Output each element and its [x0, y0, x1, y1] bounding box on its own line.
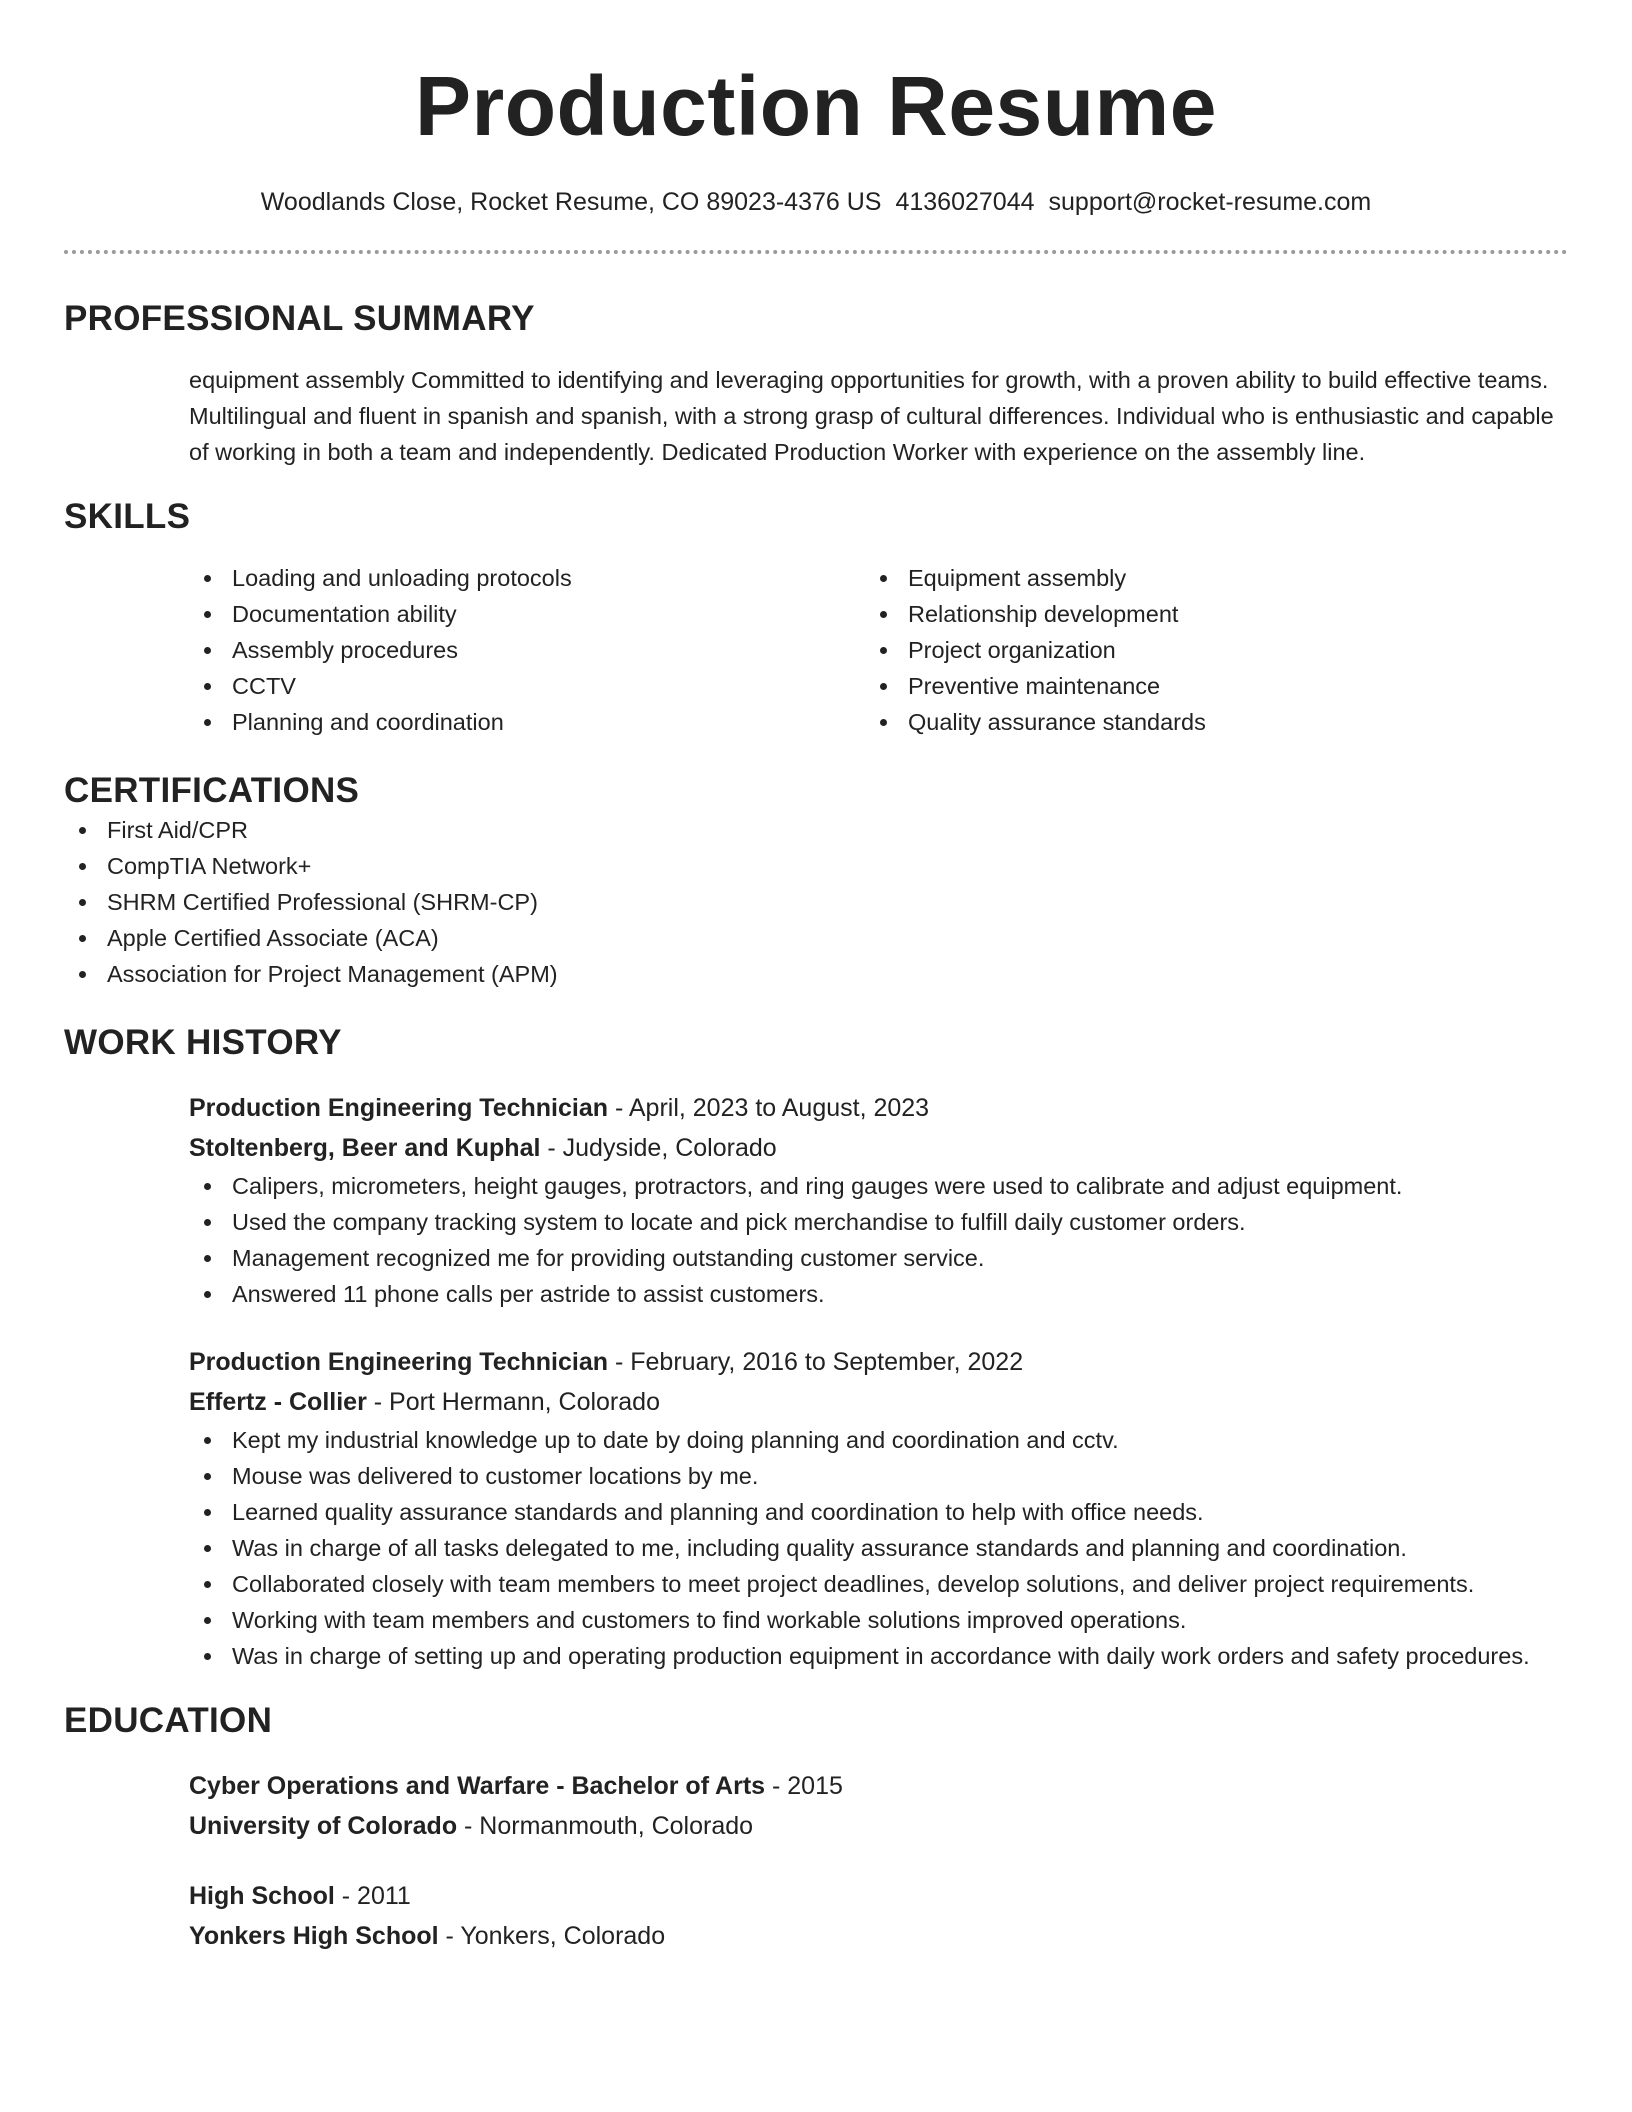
job-entry: [189, 1342, 1568, 1674]
bullet-icon: [204, 1545, 211, 1552]
skill-item: Planning and coordination: [189, 704, 865, 740]
job-title: Production Engineering Technician: [189, 1348, 609, 1376]
job-company-line: [189, 1382, 1568, 1422]
bullet-icon: [79, 971, 86, 978]
bullet-icon: [204, 575, 211, 582]
job-duty: Collaborated closely with team members to meet project deadlines, develop solutions, and deliver project requirements.: [189, 1566, 1568, 1602]
bullet-icon: [204, 1291, 211, 1298]
school-location: - Normanmouth, Colorado: [457, 1812, 754, 1840]
school-name: University of Colorado: [189, 1812, 458, 1840]
education-entry: [189, 1766, 1568, 1846]
skill-item: Assembly procedures: [189, 632, 865, 668]
bullet-icon: [880, 719, 887, 726]
job-entry: [189, 1088, 1568, 1312]
job-title-line: [189, 1342, 1568, 1382]
bullet-icon: [79, 935, 86, 942]
degree: High School: [189, 1882, 335, 1910]
bullet-icon: [204, 719, 211, 726]
skills-column-left: [189, 560, 865, 740]
job-duty: Was in charge of setting up and operating production equipment in accordance with daily work orders and safety procedures.: [189, 1638, 1568, 1674]
bullet-icon: [204, 647, 211, 654]
work-history-section: [64, 1022, 1568, 1674]
bullet-icon: [204, 1509, 211, 1516]
contact-phone: 4136027044: [895, 188, 1035, 216]
skills-section: [64, 496, 1568, 740]
job-company: Stoltenberg, Beer and Kuphal: [189, 1134, 541, 1162]
job-duty: Answered 11 phone calls per astride to assist customers.: [189, 1276, 1568, 1312]
certification-item: SHRM Certified Professional (SHRM-CP): [64, 884, 1568, 920]
bullet-icon: [204, 683, 211, 690]
skill-item: Loading and unloading protocols: [189, 560, 865, 596]
bullet-icon: [204, 1255, 211, 1262]
skill-item: Documentation ability: [189, 596, 865, 632]
job-title: Production Engineering Technician: [189, 1094, 609, 1122]
bullet-icon: [79, 899, 86, 906]
bullet-icon: [204, 1219, 211, 1226]
job-duties-list: [189, 1422, 1568, 1674]
job-duty: Calipers, micrometers, height gauges, protractors, and ring gauges were used to calibrate and adjust equipment.: [189, 1168, 1568, 1204]
school-location: - Yonkers, Colorado: [438, 1922, 666, 1950]
job-duty: Used the company tracking system to locate and pick merchandise to fulfill daily customer orders.: [189, 1204, 1568, 1240]
bullet-icon: [204, 1581, 211, 1588]
certification-item: First Aid/CPR: [64, 812, 1568, 848]
summary-text: equipment assembly Committed to identifying and leveraging opportunities for growth, with a proven ability to build effective teams. Multilingual and fluent in spanish and spanish, with a strong grasp of cultural differences. Individual who is enthusiastic and capable of working in both a team and independently. Dedicated Production Worker with experience on the assembly line.: [189, 367, 1554, 465]
bullet-icon: [204, 1473, 211, 1480]
job-duty: Learned quality assurance standards and planning and coordination to help with office needs.: [189, 1494, 1568, 1530]
degree-line: [189, 1876, 1568, 1916]
school-line: [189, 1806, 1568, 1846]
bullet-icon: [880, 611, 887, 618]
bullet-icon: [204, 1653, 211, 1660]
job-duty: Was in charge of all tasks delegated to me, including quality assurance standards and planning and coordination.: [189, 1530, 1568, 1566]
skill-item: Equipment assembly: [865, 560, 1541, 596]
bullet-icon: [204, 1617, 211, 1624]
work-history-heading: WORK HISTORY: [64, 1023, 342, 1062]
summary-section: [64, 298, 1568, 470]
school-line: [189, 1916, 1568, 1956]
header-divider: [64, 250, 1568, 254]
skills-grid: [189, 560, 1568, 740]
job-duty: Kept my industrial knowledge up to date by doing planning and coordination and cctv.: [189, 1422, 1568, 1458]
school-name: Yonkers High School: [189, 1922, 439, 1950]
job-location: - Port Hermann, Colorado: [366, 1388, 660, 1416]
job-title-line: [189, 1088, 1568, 1128]
skill-item: Relationship development: [865, 596, 1541, 632]
skills-heading: SKILLS: [64, 497, 191, 536]
bullet-icon: [880, 683, 887, 690]
graduation-year: - 2015: [765, 1772, 843, 1800]
degree: Cyber Operations and Warfare - Bachelor of Arts: [189, 1772, 766, 1800]
bullet-icon: [880, 647, 887, 654]
contact-email: support@rocket-resume.com: [1048, 188, 1372, 216]
bullet-icon: [79, 827, 86, 834]
bullet-icon: [204, 1437, 211, 1444]
job-dates: - February, 2016 to September, 2022: [608, 1348, 1024, 1376]
certification-item: Association for Project Management (APM): [64, 956, 1568, 992]
job-location: - Judyside, Colorado: [540, 1134, 777, 1162]
contact-line: [64, 186, 1568, 218]
certifications-list: [64, 812, 1568, 992]
summary-heading: PROFESSIONAL SUMMARY: [64, 299, 535, 338]
skill-item: Quality assurance standards: [865, 704, 1541, 740]
job-company-line: [189, 1128, 1568, 1168]
skill-item: CCTV: [189, 668, 865, 704]
job-dates: - April, 2023 to August, 2023: [608, 1094, 930, 1122]
graduation-year: - 2011: [334, 1882, 411, 1910]
education-section: [64, 1700, 1568, 1956]
job-duties-list: [189, 1168, 1568, 1312]
bullet-icon: [204, 1183, 211, 1190]
job-duty: Working with team members and customers to find workable solutions improved operations.: [189, 1602, 1568, 1638]
certification-item: CompTIA Network+: [64, 848, 1568, 884]
certification-item: Apple Certified Associate (ACA): [64, 920, 1568, 956]
education-heading: EDUCATION: [64, 1701, 273, 1740]
skill-item: Project organization: [865, 632, 1541, 668]
job-duty: Mouse was delivered to customer locations by me.: [189, 1458, 1568, 1494]
contact-address: Woodlands Close, Rocket Resume, CO 89023-4376 US: [260, 188, 882, 216]
degree-line: [189, 1766, 1568, 1806]
education-entry: [189, 1876, 1568, 1956]
bullet-icon: [880, 575, 887, 582]
certifications-heading: CERTIFICATIONS: [64, 771, 360, 810]
skills-column-right: [865, 560, 1541, 740]
skill-item: Preventive maintenance: [865, 668, 1541, 704]
job-duty: Management recognized me for providing outstanding customer service.: [189, 1240, 1568, 1276]
job-company: Effertz - Collier: [189, 1388, 367, 1416]
resume-title: Production Resume: [415, 59, 1217, 153]
certifications-section: [64, 770, 1568, 992]
bullet-icon: [204, 611, 211, 618]
bullet-icon: [79, 863, 86, 870]
